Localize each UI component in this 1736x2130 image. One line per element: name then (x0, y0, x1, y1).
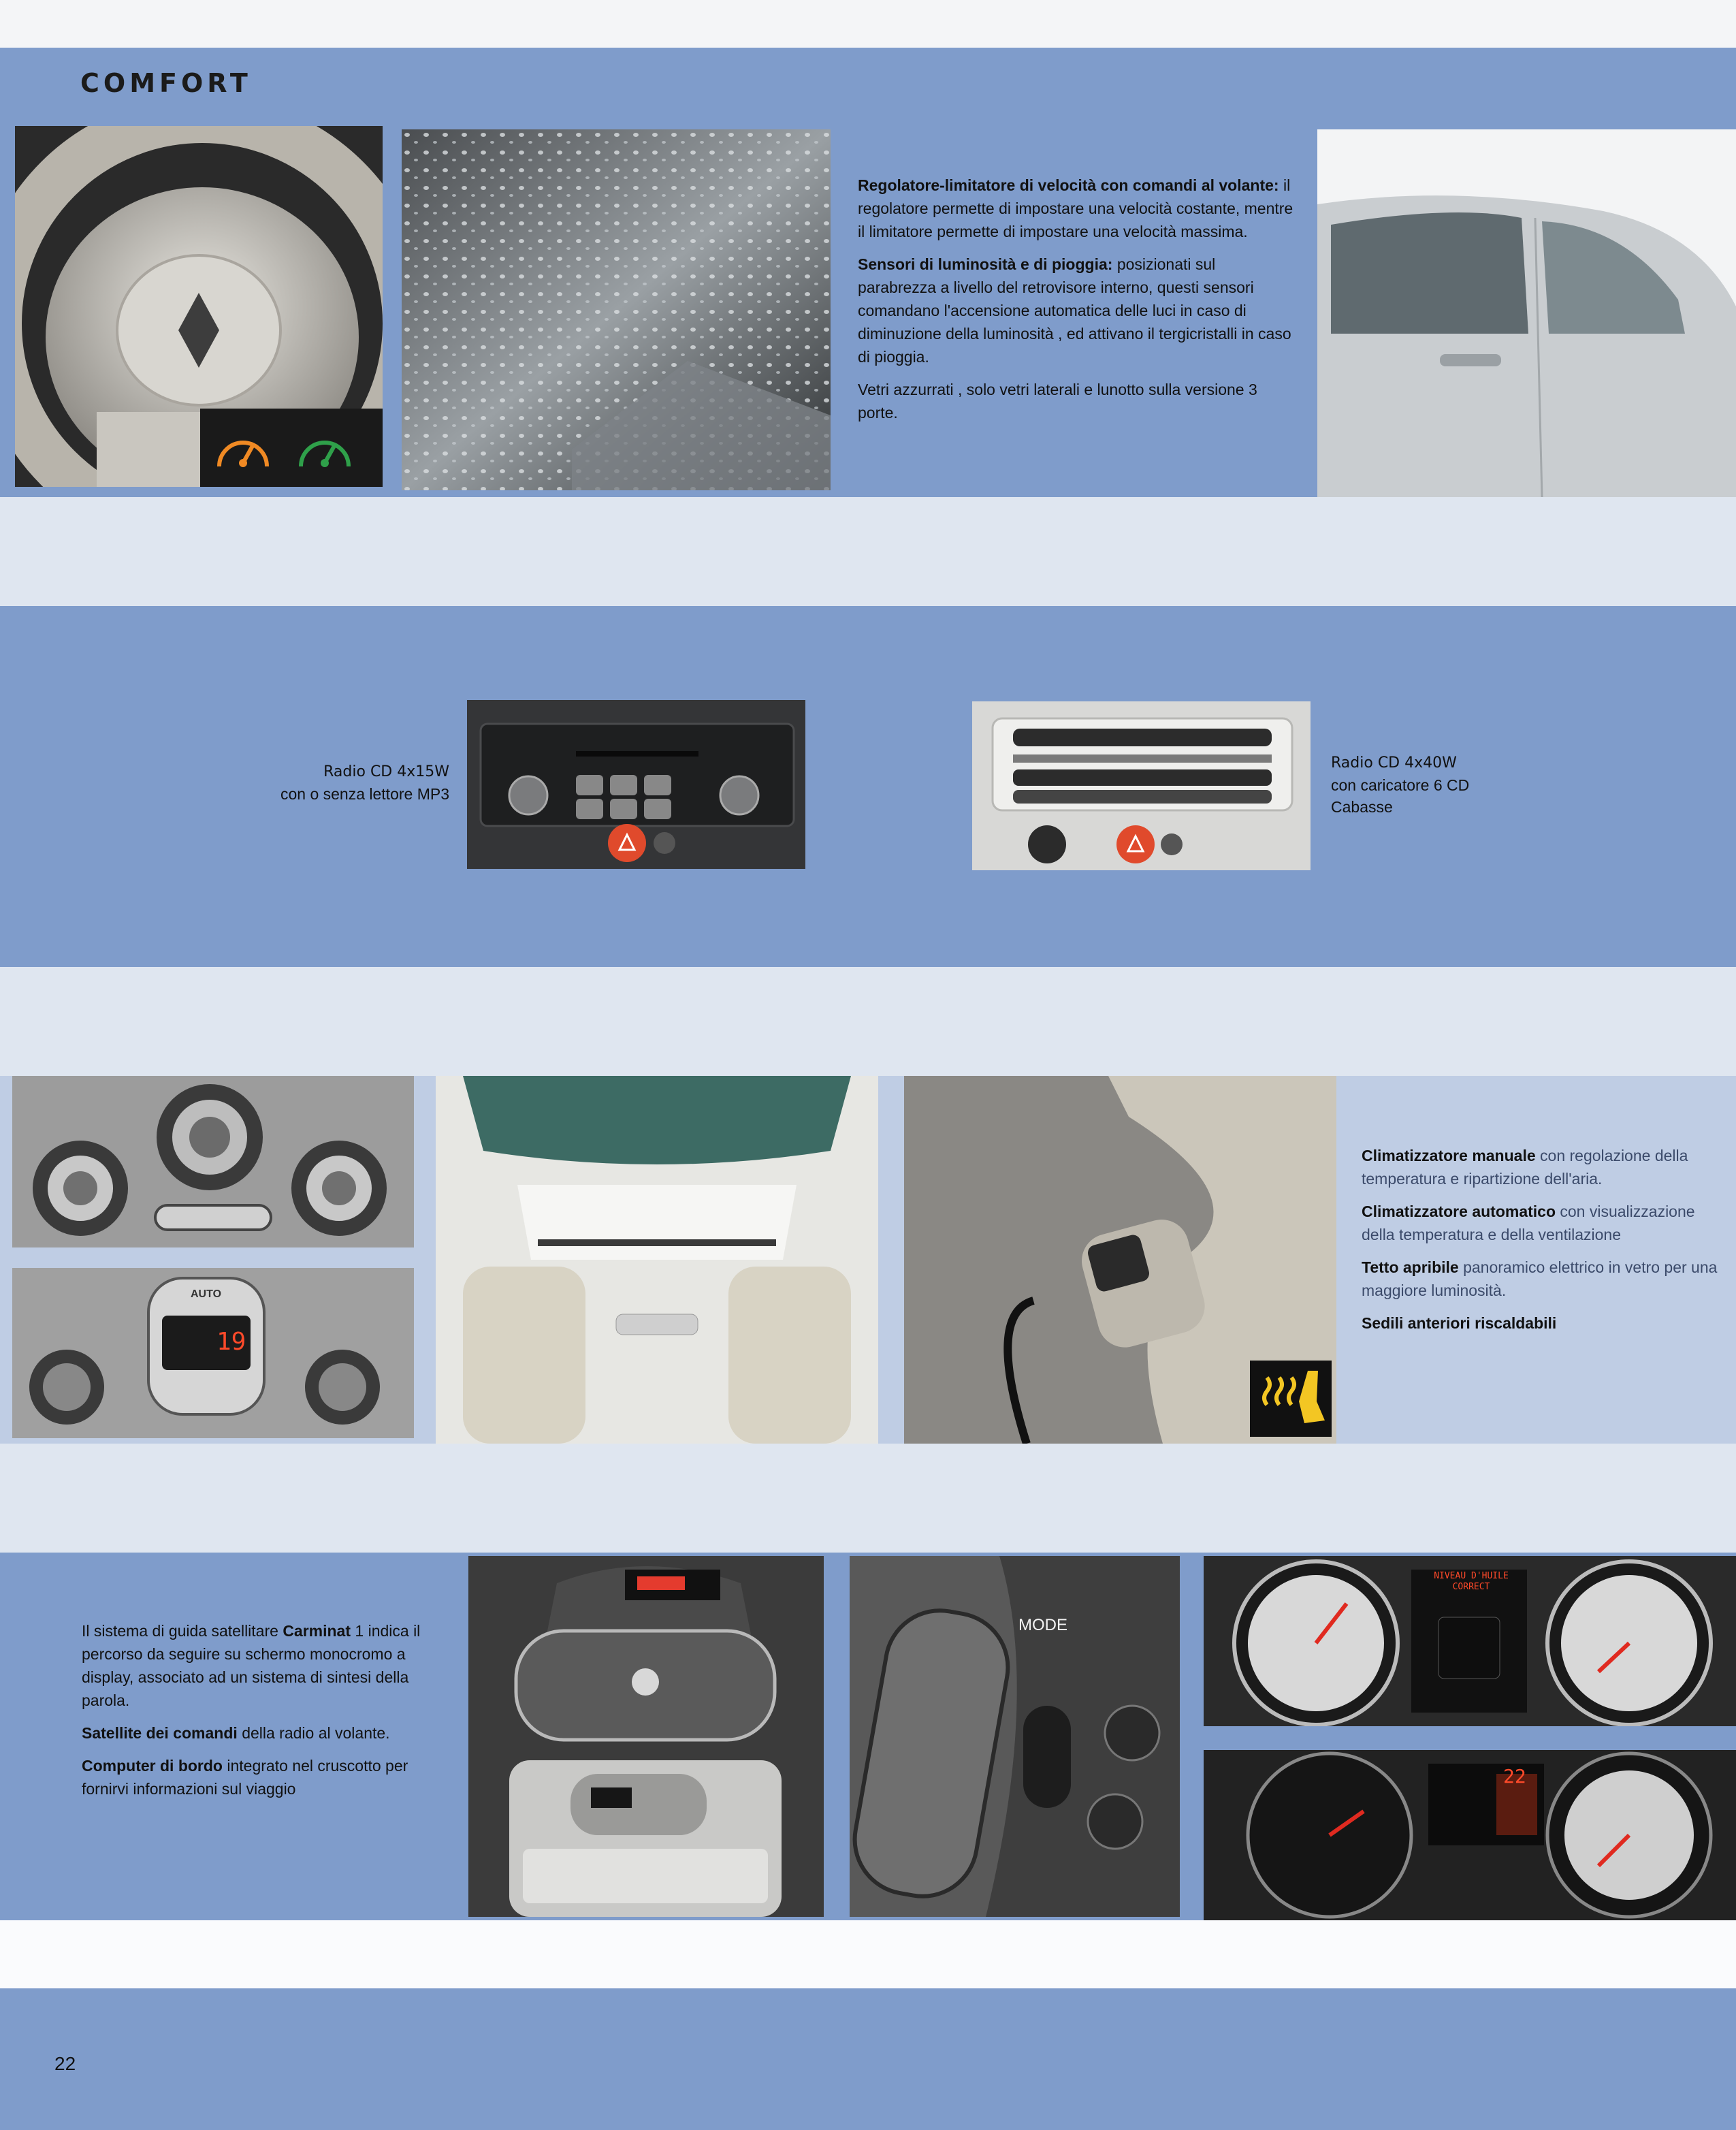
heated-seat-photo (904, 1076, 1336, 1444)
top-band (0, 48, 1736, 129)
speed-limiter-icon (212, 426, 274, 473)
auto-climate-photo (12, 1268, 414, 1438)
auto-climate-desc: con visualizzazione della temperatura e della ventilazione (1362, 1203, 1695, 1243)
nav-desc: 1 indica il percorso da seguire su schermo monocromo a display, associato ad un sistema di sintesi della parola. (82, 1622, 421, 1709)
gap-band-1 (0, 497, 1736, 606)
sunroof-photo (436, 1076, 878, 1444)
gap-band-2 (0, 967, 1736, 1076)
radio2-line3: Cabasse (1331, 798, 1393, 816)
heated-seats-heading: Sedili anteriori riscaldabili (1362, 1314, 1557, 1332)
manual-climate-photo (12, 1076, 414, 1247)
satellite-controls-photo (850, 1556, 1180, 1917)
radio1-caption (204, 761, 449, 805)
mode-label: MODE (1018, 1616, 1067, 1634)
dashboard-photo (468, 1556, 824, 1917)
page-title: COMFORT (80, 68, 252, 98)
white-gap (0, 1920, 1736, 1988)
satellite-heading: Satellite dei comandi (82, 1724, 238, 1742)
computer-heading: Computer di bordo (82, 1757, 223, 1775)
features-text-1 (858, 174, 1293, 434)
nav-heading: Carminat (283, 1622, 351, 1640)
gap-band-3 (0, 1444, 1736, 1553)
climate-display-temp: 19 (216, 1328, 246, 1356)
instrument-cluster-2 (1204, 1750, 1736, 1920)
radio1-photo (467, 700, 805, 869)
sensors-heading: Sensori di luminosità e di pioggia: (858, 255, 1113, 273)
cluster-digital-readout: 22 (1503, 1765, 1526, 1787)
features-text-3 (1362, 1144, 1729, 1344)
cruise-control-desc: il regolatore permette di impostare una velocità costante, mentre il limitatore permette di impostare una velocità massima. (858, 176, 1293, 240)
radio2-title: Radio CD 4x40W (1331, 754, 1457, 772)
heated-seat-icon (1250, 1361, 1332, 1437)
manual-climate-desc: con regolazione della temperatura e ripartizione dell'aria. (1362, 1147, 1688, 1188)
cruise-control-icon (294, 426, 355, 473)
nav-pre: Il sistema di guida satellitare (82, 1622, 278, 1640)
radio1-sub: con o senza lettore MP3 (280, 785, 449, 803)
sensors-desc: posizionati sul parabrezza a livello del retrovisore interno, questi sensori comandano l'accensione automatica delle luci in caso di diminuzione della luminosità , ed attivano il tergicristalli in caso di pioggia. (858, 255, 1291, 366)
auto-label: AUTO (191, 1288, 222, 1300)
radio2-line2: con caricatore 6 CD (1331, 776, 1470, 794)
radio2-caption (1331, 752, 1576, 818)
manual-climate-heading: Climatizzatore manuale (1362, 1147, 1536, 1164)
tinted-glass-desc: Vetri azzurrati , solo vetri laterali e lunotto sulla versione 3 porte. (858, 381, 1257, 422)
sunroof-desc: panoramico elettrico in vetro per una maggiore luminosità. (1362, 1258, 1718, 1299)
rain-sensor-photo (402, 129, 831, 490)
features-text-4 (82, 1619, 449, 1810)
cruise-control-heading: Regolatore-limitatore di velocità con comandi al volante: (858, 176, 1279, 194)
bottom-band (0, 1988, 1736, 2130)
instrument-cluster-1 (1204, 1556, 1736, 1726)
steering-wheel-photo (15, 126, 383, 487)
satellite-desc: della radio al volante. (242, 1724, 390, 1742)
computer-desc: integrato nel cruscotto per fornirvi informazioni sul viaggio (82, 1757, 408, 1798)
radio1-title: Radio CD 4x15W (323, 763, 449, 780)
auto-climate-heading: Climatizzatore automatico (1362, 1203, 1556, 1220)
cluster-message: NIVEAU D'HUILE CORRECT (1434, 1571, 1509, 1592)
page-number: 22 (54, 2053, 76, 2074)
radio2-photo (972, 701, 1311, 870)
car-side-photo (1317, 129, 1736, 497)
sunroof-heading: Tetto apribile (1362, 1258, 1459, 1276)
